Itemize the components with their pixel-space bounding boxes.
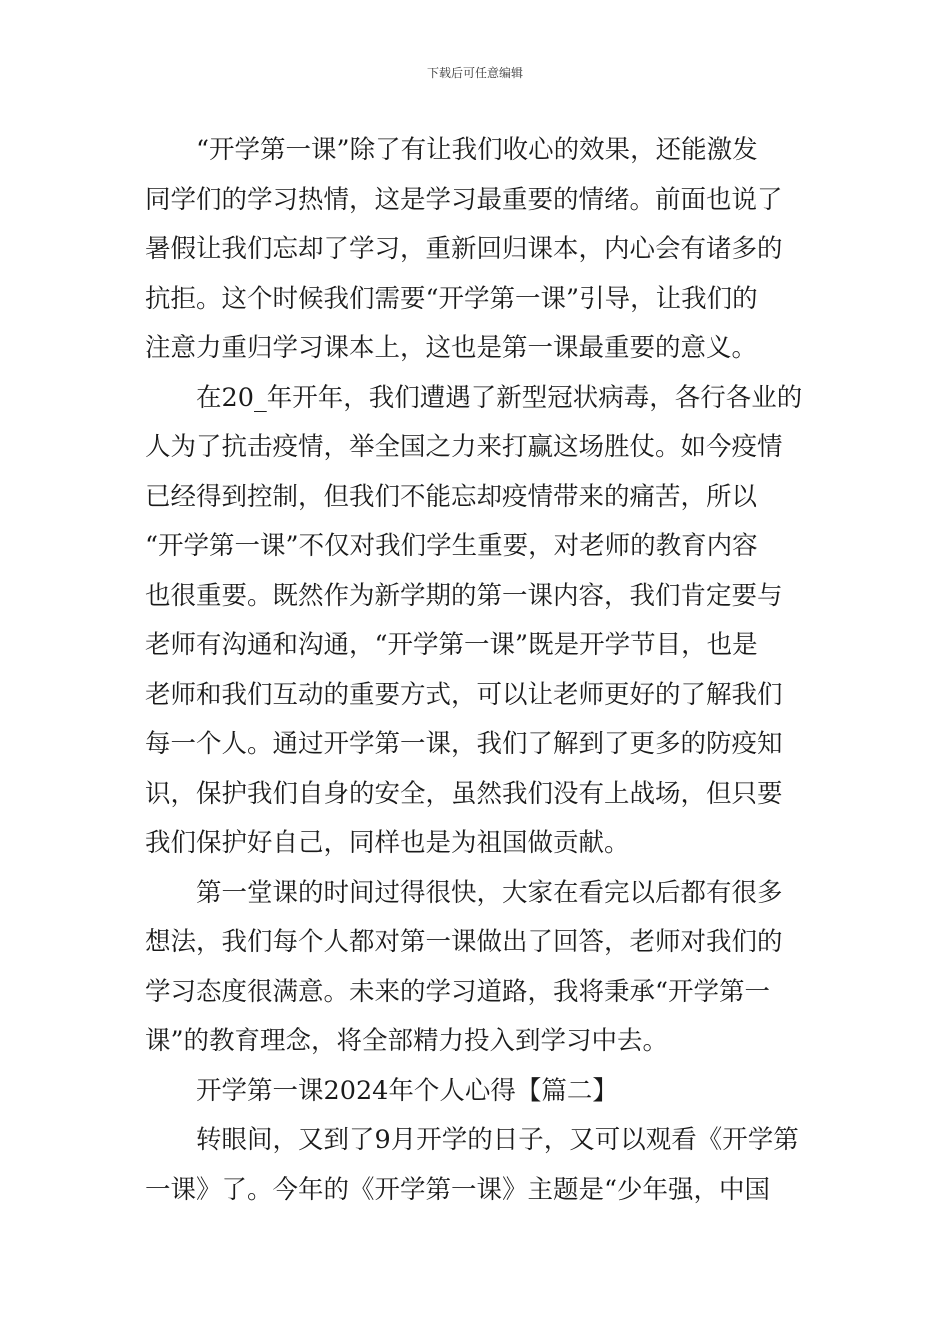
text-line: 暑假让我们忘却了学习，重新回归课本，内心会有诸多的 — [145, 234, 783, 264]
text-line: 抗拒。这个时候我们需要“开学第一课”引导，让我们的 — [145, 283, 758, 314]
paragraph-4 — [145, 1116, 807, 1215]
text-line: 在20_年开年，我们遭遇了新型冠状病毒，各行各业的 — [196, 382, 803, 413]
text-line: 想法，我们每个人都对第一课做出了回答，老师对我们的 — [145, 927, 783, 957]
text-line: “开学第一课”不仅对我们学生重要，对老师的教育内容 — [145, 531, 758, 561]
text-line: 同学们的学习热情，这是学习最重要的情绪。前面也说了 — [145, 184, 783, 215]
text-line: 老师有沟通和沟通，“开学第一课”既是开学节目，也是 — [145, 630, 758, 660]
text-line: “开学第一课”除了有让我们收心的效果，还能激发 — [196, 135, 758, 165]
text-line: 课”的教育理念，将全部精力投入到学习中去。 — [145, 1026, 669, 1056]
paragraph-3 — [145, 869, 807, 1067]
text-line: 人为了抗击疫情，举全国之力来打赢这场胜仗。如今疫情 — [145, 432, 783, 462]
text-line: 老师和我们互动的重要方式，可以让老师更好的了解我们 — [145, 679, 783, 710]
paragraph-2 — [145, 374, 807, 869]
document-body — [145, 126, 807, 1215]
text-line: 注意力重归学习课本上，这也是第一课最重要的意义。 — [145, 333, 758, 363]
text-line: 一课》了。今年的《开学第一课》主题是“少年强，中国 — [145, 1174, 771, 1205]
text-line: 我们保护好自己，同样也是为祖国做贡献。 — [145, 828, 630, 858]
text-line: 学习态度很满意。未来的学习道路，我将秉承“开学第一 — [145, 976, 771, 1007]
page-header: 下载后可任意编辑 — [426, 66, 523, 80]
text-line: 已经得到控制，但我们不能忘却疫情带来的痛苦，所以 — [145, 481, 758, 512]
text-line: 转眼间，又到了9月开学的日子，又可以观看《开学第 — [196, 1125, 799, 1155]
paragraph-1 — [145, 126, 807, 374]
text-line: 每一个人。通过开学第一课，我们了解到了更多的防疫知 — [145, 729, 783, 759]
text-line: 也很重要。既然作为新学期的第一课内容，我们肯定要与 — [145, 580, 783, 611]
text-line: 第一堂课的时间过得很快，大家在看完以后都有很多 — [196, 877, 783, 908]
section-heading — [145, 1067, 807, 1117]
text-line: 识，保护我们自身的安全，虽然我们没有上战场，但只要 — [145, 778, 783, 809]
section-title: 开学第一课2024年个人心得【篇二】 — [196, 1075, 618, 1106]
